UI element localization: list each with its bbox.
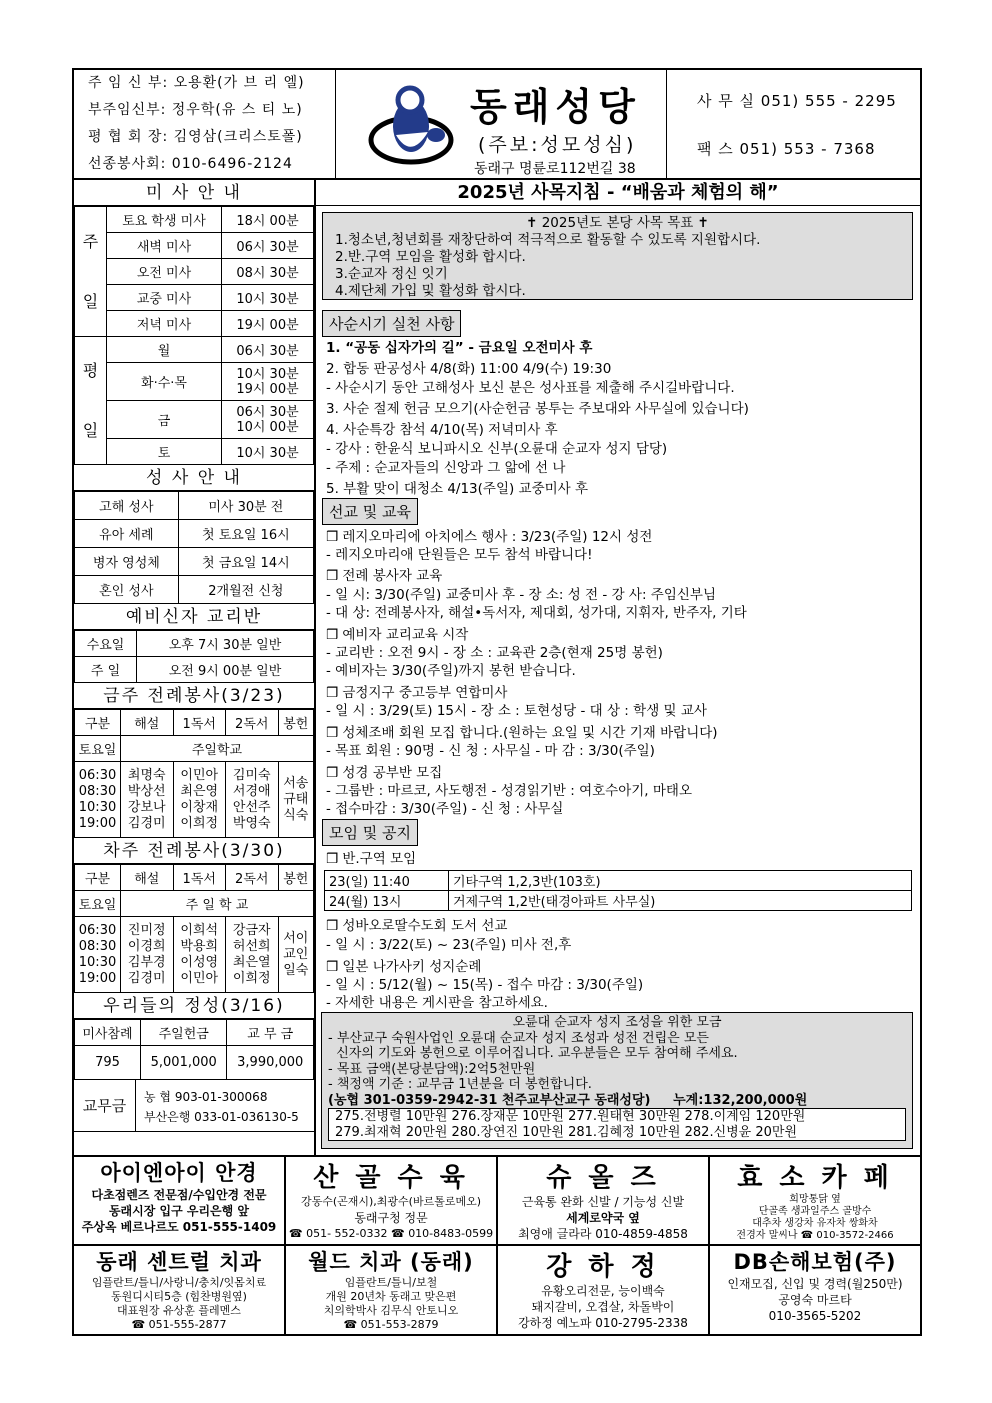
ad-insurance — [710, 1246, 920, 1334]
lent-item: 1. “공동 십자가의 길” - 금요일 오전미사 후 — [326, 340, 593, 356]
tithe-label: 교무금 — [74, 1080, 136, 1132]
fund-box — [321, 1012, 913, 1149]
lent-item: 2. 합동 판공성사 4/8(화) 11:00 4/9(수) 19:30 — [326, 361, 612, 377]
church-logo-icon — [366, 80, 456, 168]
fund-line: - 목표 금액(본당분담액):2억5천만원 — [328, 1061, 536, 1077]
mission-line: - 대 상: 전례봉사자, 해설•독서자, 제대회, 성가대, 지휘자, 반주자, 기타 — [326, 605, 747, 621]
fund-title: 오륜대 순교자 성지 조성을 위한 모금 — [512, 1015, 722, 1030]
col-header: 봉헌 — [278, 710, 314, 736]
sacrament-name: 병자 영성체 — [75, 548, 179, 576]
col-header: 구분 — [75, 865, 121, 891]
offering-table — [74, 1019, 314, 1080]
sacrament-table — [74, 491, 314, 604]
attendance: 795 — [75, 1046, 141, 1080]
parish-subtitle: (주보:성모성심) — [478, 134, 637, 156]
mass-row: 금 — [107, 401, 222, 439]
times: 06:30 08:30 10:30 19:00 — [75, 762, 121, 838]
col-header: 미사참례 — [75, 1020, 141, 1046]
ad-line: ☎ 051- 552-0332 ☎ 010-8483-0599 — [288, 1227, 494, 1240]
sacrament-time: 미사 30분 전 — [178, 492, 313, 520]
mass-row: 화·수·목 — [107, 363, 222, 401]
goal-item: 4.제단체 가입 및 활성화 합시다. — [335, 283, 526, 299]
mass-row: 오전 미사 — [107, 259, 222, 285]
reader1: 이민아 최은영 이창재 이희정 — [173, 762, 226, 838]
mass-row: 새벽 미사 — [107, 233, 222, 259]
ad-line: ☎ 051-555-2877 — [131, 1318, 227, 1331]
catechumen-table — [74, 630, 314, 683]
ad-cafe — [710, 1157, 920, 1244]
mass-time: 19시 00분 — [222, 311, 314, 337]
mass-row: 토요 학생 미사 — [107, 207, 222, 233]
sat-value: 주일학교 — [121, 736, 314, 762]
times: 06:30 08:30 10:30 19:00 — [75, 917, 121, 993]
ad-title: 효 소 카 페 — [737, 1163, 893, 1193]
fax-number: 팩 스 051) 553 - 7368 — [697, 140, 876, 158]
sat-value: 주 일 학 교 — [121, 891, 314, 917]
parish-address: 동래구 명륜로112번길 38 — [474, 161, 636, 177]
col-header: 해설 — [121, 710, 174, 736]
mass-time: 10시 30분 19시 00분 — [222, 363, 314, 401]
mission-line: - 일 시: 3/30(주일) 교중미사 후 - 장 소: 성 전 - 강 사: 주임신부님 — [326, 587, 717, 603]
fund-line: - 부산교구 숙원사업인 오륜대 순교자 성지 조성과 성전 건립은 모든 — [328, 1030, 709, 1046]
ad-line: 최영애 글라라 010-4859-4858 — [518, 1227, 688, 1241]
mass-row: 저녁 미사 — [107, 311, 222, 337]
mass-time: 08시 30분 — [222, 259, 314, 285]
ad-title: DB손해보험(주) — [733, 1250, 897, 1274]
mission-line: ❒ 예비자 교리교육 시작 — [326, 627, 469, 643]
lent-item: - 주제 : 순교자들의 신앙과 그 앎에 선 나 — [326, 460, 566, 476]
service2-heading: 차주 전례봉사(3/30) — [74, 838, 314, 864]
mission-tag: 선교 및 교육 — [322, 498, 418, 525]
commentators: 진미정 이경희 김부경 김경미 — [121, 917, 174, 993]
ad-line: 돼지갈비, 오겹살, 차돌박이 — [531, 1300, 675, 1314]
notice-line: - 일 시 : 5/12(월) ~ 15(목) - 접수 마감 : 3/30(주일) — [326, 977, 644, 993]
mass-time: 18시 00분 — [222, 207, 314, 233]
mass-table — [74, 206, 314, 465]
ad-line: 인재모집, 신입 및 경력(월250만) — [727, 1277, 903, 1291]
mission-line: ❒ 전례 봉사자 교육 — [326, 568, 443, 584]
offertory: 서이 교인 일숙 — [278, 917, 314, 993]
ad-optician — [74, 1157, 286, 1244]
ad-title: 강 하 정 — [546, 1252, 660, 1282]
lent-item: 3. 사순 절제 헌금 모으기(사순헌금 봉투는 주보대와 사무실에 있습니다) — [326, 401, 749, 417]
mass-time: 10시 30분 — [222, 285, 314, 311]
mission-line: - 목표 회원 : 90명 - 신 청 : 사무실 - 마 감 : 3/30(주일) — [326, 743, 655, 759]
col-header: 주일헌금 — [140, 1020, 227, 1046]
ad-line: 희망통닭 옆 — [789, 1194, 841, 1205]
sacrament-time: 2개월전 신청 — [178, 576, 313, 604]
ad-title: 아이엔아이 안경 — [100, 1161, 258, 1185]
ad-title: 동래 센트럴 치과 — [96, 1250, 262, 1274]
sat-label: 토요일 — [75, 736, 121, 762]
donor-line: 279.최재혁 20만원 280.장연진 10만원 281.김혜정 10만원 282.신병윤 20만원 — [335, 1124, 798, 1140]
sunday-collection: 5,001,000 — [140, 1046, 227, 1080]
ad-line: 동원디시티5층 (힘찬병원옆) — [111, 1290, 247, 1303]
ad-line: 임플란트/틀니/보철 — [344, 1276, 438, 1289]
mass-row: 토 — [107, 439, 222, 465]
ad-line: ☎ 051-553-2879 — [343, 1318, 439, 1331]
service1-table — [74, 709, 314, 838]
mission-line: ❒ 금정지구 중고등부 연합미사 — [326, 685, 508, 701]
mission-line: - 교리반 : 오전 9시 - 장 소 : 교육관 2층(현재 25명 봉헌) — [326, 645, 663, 661]
col-header: 2독서 — [226, 710, 279, 736]
ad-line: 대표원장 유상훈 플레멘스 — [117, 1304, 241, 1317]
ad-line: 공영숙 마르타 — [778, 1293, 852, 1307]
reader2: 강금자 허선희 최은열 이희정 — [226, 917, 279, 993]
class-time: 오전 9시 00분 일반 — [137, 657, 314, 683]
notice-line: ❒ 일본 나가사키 성지순례 — [326, 959, 482, 975]
goal-item: 2.반.구역 모임을 활성화 합시다. — [335, 249, 526, 265]
sacrament-name: 고해 성사 — [75, 492, 179, 520]
ad-bbq — [498, 1246, 710, 1334]
ad-line: 강동수(곤재시),최광수(바르톨로메오) — [300, 1195, 482, 1208]
lent-item: 4. 사순특강 참석 4/10(목) 저녁미사 후 — [326, 422, 558, 438]
ad-shoes — [498, 1157, 710, 1244]
ad-line: 치의학박사 김무식 안토니오 — [323, 1304, 459, 1317]
ad-line: 010-3565-5202 — [768, 1309, 862, 1323]
reader1: 이희석 박용희 이성영 이민아 — [173, 917, 226, 993]
masthead — [336, 70, 666, 178]
mission-line: - 예비자는 3/30(주일)까지 봉헌 받습니다. — [326, 663, 576, 679]
sacrament-time: 첫 토요일 16시 — [178, 520, 313, 548]
sat-label: 토요일 — [75, 891, 121, 917]
staff-assistant: 부주임신부: 정우학(유 스 티 노) — [88, 102, 303, 118]
sacrament-heading: 성 사 안 내 — [74, 465, 314, 491]
right-column — [316, 180, 920, 1155]
staff-council: 평 협 회 장: 김영삼(크리스토폴) — [88, 129, 303, 145]
fund-line: - 책정액 기준 : 교무금 1년분을 더 봉헌합니다. — [328, 1077, 592, 1092]
class-day: 수요일 — [75, 631, 137, 657]
col-header: 2독서 — [226, 865, 279, 891]
mission-line: - 일 시 : 3/29(토) 15시 - 장 소 : 토현성당 - 대 상 : 학생 및 교사 — [326, 703, 707, 719]
ad-line: 동래구청 정문 — [354, 1211, 428, 1225]
fund-line: 신자의 기도와 봉헌으로 이루어집니다. 교우분들은 모두 참여해 주세요. — [328, 1046, 738, 1061]
mission-line: - 레지오마리애 단원들은 모두 참석 바랍니다! — [326, 547, 593, 563]
col-header: 해설 — [121, 865, 174, 891]
tithe: 3,990,000 — [227, 1046, 314, 1080]
goal-box — [322, 212, 913, 300]
ad-line: 개원 20년차 동래고 맞은편 — [325, 1290, 457, 1303]
staff-priest: 주 임 신 부: 오용환(가 브 리 엘) — [88, 75, 305, 91]
lent-item: - 강사 : 한윤식 보니파시오 신부(오륜대 순교자 성지 담당) — [326, 441, 668, 457]
col-header: 봉헌 — [278, 865, 314, 891]
fund-bank: (농협 301-0359-2942-31 천주교부산교구 동래성당) 누계:132,200,000원 — [328, 1092, 808, 1108]
ad-line: 동래시장 입구 우리은행 앞 — [108, 1204, 250, 1218]
sunday-label: 주 일 — [75, 207, 107, 337]
weekday-label: 평 일 — [75, 337, 107, 465]
mass-time: 10시 30분 — [222, 439, 314, 465]
service2-table — [74, 864, 314, 993]
office-phone: 사 무 실 051) 555 - 2295 — [697, 92, 897, 110]
ad-line: 유황오리전문, 능이백숙 — [541, 1284, 665, 1298]
goal-title: ✝ 2025년도 본당 사목 목표 ✝ — [526, 215, 709, 231]
reader2: 김미숙 서경애 안선주 박영숙 — [226, 762, 279, 838]
class-day: 주 일 — [75, 657, 137, 683]
ad-line: 단골족 생과일주스 골방수 — [758, 1206, 872, 1217]
left-column — [74, 180, 314, 1132]
col-header: 1독서 — [173, 710, 226, 736]
mission-line: ❒ 레지오마리에 아치에스 행사 : 3/23(주일) 12시 성전 — [326, 529, 653, 545]
mass-row: 월 — [107, 337, 222, 363]
donor-line: 275.전병렬 10만원 276.장재문 10만원 277.원태현 30만원 278.이계임 120만원 — [335, 1109, 806, 1124]
col-header: 구분 — [75, 710, 121, 736]
ad-line: 전경자 말씨나 ☎ 010-3572-2466 — [736, 1230, 894, 1241]
staff-funeral: 선종봉사회: 010-6496-2124 — [88, 156, 293, 172]
mission-line: ❒ 성체조배 회원 모집 합니다.(원하는 요일 및 시간 기재 바랍니다) — [326, 725, 718, 741]
meeting-place: 거제구역 1,2반(태경아파트 사무실) — [449, 891, 912, 911]
ad-title: 산 골 수 육 — [313, 1163, 469, 1193]
ad-title: 슈 올 즈 — [546, 1163, 660, 1193]
ad-dental-central — [74, 1246, 286, 1334]
ad-line: 강하정 예노파 010-2795-2338 — [518, 1316, 688, 1330]
ad-dental-world — [286, 1246, 498, 1334]
pastoral-title: 2025년 사목지침 - “배움과 체험의 해” — [316, 180, 920, 206]
notice-line: ❒ 성바오로딸수도회 도서 선교 — [326, 918, 508, 934]
goal-item: 3.순교자 정신 잇기 — [335, 266, 448, 282]
notice-line: - 일 시 : 3/22(토) ~ 23(주일) 미사 전,후 — [326, 937, 572, 953]
commentators: 최명숙 박상선 강보나 김경미 — [121, 762, 174, 838]
goal-item: 1.청소년,청년회를 재창단하여 적극적으로 활동할 수 있도록 지원합시다. — [335, 232, 761, 248]
lent-item: - 사순시기 동안 고해성사 보신 분은 성사표를 제출해 주시길바랍니다. — [326, 380, 735, 396]
contact-info — [666, 70, 920, 178]
sacrament-name: 혼인 성사 — [75, 576, 179, 604]
ad-line: 다초점렌즈 전문점/수입안경 전문 — [91, 1188, 267, 1202]
meeting-date: 24(월) 13시 — [325, 891, 449, 911]
notice-line: - 자세한 내용은 게시판을 참고하세요. — [326, 995, 548, 1011]
bank-account-2: 부산은행 033-01-036130-5 — [144, 1110, 299, 1124]
parish-title: 동래성당 — [470, 85, 641, 129]
mass-time: 06시 30분 — [222, 337, 314, 363]
mass-heading: 미 사 안 내 — [74, 180, 314, 206]
meeting-place: 기타구역 1,2,3반(103호) — [449, 871, 912, 891]
notice-tag: 모임 및 공지 — [322, 819, 418, 846]
col-header: 교 무 금 — [227, 1020, 314, 1046]
mission-line: - 접수마감 : 3/30(주일) - 신 청 : 사무실 — [326, 801, 564, 817]
ad-line: 임플란트/틀니/사랑니/충치/잇몸치료 — [91, 1276, 267, 1289]
col-header: 1독서 — [173, 865, 226, 891]
staff-list — [74, 70, 336, 178]
ad-line: 세계로약국 옆 — [566, 1211, 640, 1225]
mission-line: - 그룹반 : 마르코, 사도행전 - 성경읽기반 : 여호수아기, 마태오 — [326, 783, 692, 799]
service1-heading: 금주 전례봉사(3/23) — [74, 683, 314, 709]
meeting-heading: ❒ 반.구역 모임 — [326, 851, 417, 867]
ad-line: 근육통 완화 신발 / 기능성 신발 — [521, 1195, 685, 1209]
meeting-date: 23(일) 11:40 — [325, 871, 449, 891]
meeting-table — [324, 870, 912, 911]
sacrament-name: 유아 세례 — [75, 520, 179, 548]
bank-account-1: 농 협 903-01-300068 — [144, 1090, 268, 1104]
mass-time: 06시 30분 10시 00분 — [222, 401, 314, 439]
ad-restaurant — [286, 1157, 498, 1244]
sacrament-time: 첫 금요일 14시 — [178, 548, 313, 576]
catechumen-heading: 예비신자 교리반 — [74, 604, 314, 630]
ad-title: 월드 치과 (동래) — [308, 1250, 474, 1274]
mass-time: 06시 30분 — [222, 233, 314, 259]
lent-item: 5. 부활 맞이 대청소 4/13(주일) 교중미사 후 — [326, 481, 589, 497]
ad-line: 주상옥 베르나르도 051-555-1409 — [81, 1220, 277, 1234]
mission-line: ❒ 성경 공부반 모집 — [326, 765, 443, 781]
mass-row: 교중 미사 — [107, 285, 222, 311]
lent-tag: 사순시기 실천 사항 — [322, 310, 461, 337]
offertory: 서송 규태 식숙 — [278, 762, 314, 838]
class-time: 오후 7시 30분 일반 — [137, 631, 314, 657]
ad-line: 대추차 생강차 유자차 쌍화차 — [752, 1218, 878, 1229]
offering-heading: 우리들의 정성(3/16) — [74, 993, 314, 1019]
